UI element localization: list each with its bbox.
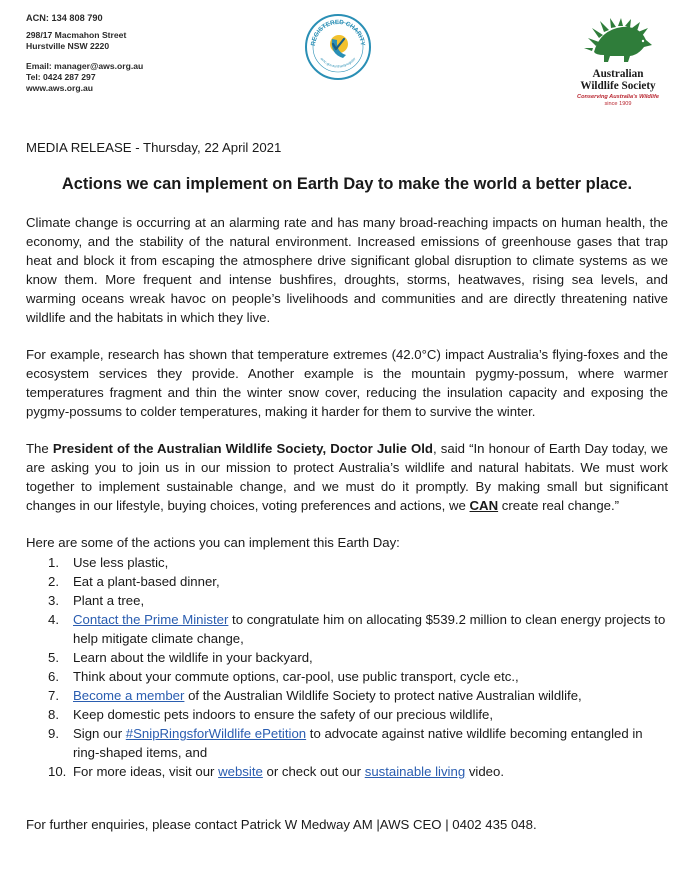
media-release-body — [26, 138, 668, 834]
list-item: 4. Contact the Prime Minister to congratulate him on allocating $539.2 million to clean energy projects to help mitigate climate change, — [48, 612, 666, 646]
telephone: Tel: 0424 287 297 — [26, 72, 96, 82]
paragraph-president-quote: The President of the Australian Wildlife Society, Doctor Julie Old, said “In honour of Earth Day today, we are asking you to join us in our mission to protect Australia’s wildlife and natural habitats. We must work together to implement sustainable change, and we must do it promptly. By making small but significant changes in our lifestyle, buying choices, voting preferences and actions, we CAN create real change.” — [26, 441, 668, 513]
badge-text: REGISTERED CHARITY — [309, 18, 367, 47]
epetition-link[interactable]: #SnipRingsforWildlife ePetition — [125, 726, 307, 741]
list-item: 2. Eat a plant-based dinner, — [48, 574, 220, 589]
acn-number: ACN: 134 808 790 — [26, 13, 103, 23]
list-item: 9. Sign our #SnipRingsforWildlife ePetition to advocate against native wildlife becoming entangled in ring-shaped items, and — [48, 726, 643, 760]
logo-since: since 1909 — [604, 101, 632, 107]
sustainable-living-link[interactable]: sustainable living — [364, 764, 466, 779]
president-name: President of the Australian Wildlife Society, Doctor Julie Old — [52, 441, 433, 456]
contact-prime-minister-link[interactable]: Contact the Prime Minister — [73, 612, 229, 627]
paragraph-climate-change: Climate change is occurring at an alarming rate and has many broad-reaching impacts on human health, the economy, and the stability of the natural environment. Increased emissions of greenhouse gases that trap heat and block it from escaping the atmosphere drive significant global disruption to climate systems as we know them. More frequent and intense bushfires, droughts, storms, heatwaves, rising sea levels, and warming oceans wreak havoc on people’s livelihoods and communities and are directly threatening native wildlife and the habitats in which they live. — [26, 215, 668, 325]
paragraph-example: For example, research has shown that temperature extremes (42.0°C) impact Australia’s flying-foxes and the ecosystem services they provide. Another example is the mountain pygmy-possum, where warmer temperatures fragment and thin the winter snow cover, reducing the insulation capacity and exposing the pygmy-possums to colder temperatures, making it harder for them to survive the winter. — [26, 347, 668, 419]
actions-list — [26, 553, 668, 781]
list-item: 3. Plant a tree, — [48, 593, 145, 608]
headline: Actions we can implement on Earth Day to make the world a better place. — [61, 175, 633, 193]
letterhead — [0, 0, 691, 130]
list-item: 8. Keep domestic pets indoors to ensure the safety of our precious wildlife, — [48, 707, 494, 722]
logo-name-line-1: Australian — [592, 68, 644, 80]
address-line-2: Hurstville NSW 2220 — [26, 41, 110, 51]
echidna-icon — [582, 18, 654, 68]
list-item: 5. Learn about the wildlife in your backyard, — [48, 650, 313, 665]
registered-charity-badge-icon — [303, 12, 373, 82]
list-item: 6. Think about your commute options, car-pool, use public transport, cycle etc., — [48, 669, 519, 684]
organisation-details — [26, 13, 143, 94]
can-emphasis: CAN — [469, 498, 499, 513]
actions-intro: Here are some of the actions you can implement this Earth Day: — [26, 535, 400, 550]
address-line-1: 298/17 Macmahon Street — [26, 30, 127, 40]
aws-logo — [563, 18, 673, 118]
list-item: 7. Become a member of the Australian Wildlife Society to protect native Australian wildlife, — [48, 688, 582, 703]
website-address: www.aws.org.au — [26, 83, 94, 93]
website-link[interactable]: website — [218, 764, 263, 779]
list-item: 1. Use less plastic, — [48, 555, 169, 570]
become-member-link[interactable]: Become a member — [73, 688, 185, 703]
badge-url: acnc.gov.au/charityregister — [319, 56, 357, 69]
logo-tagline: Conserving Australia's Wildlife — [577, 94, 659, 100]
email-address: Email: manager@aws.org.au — [26, 61, 144, 71]
logo-name-line-2: Wildlife Society — [580, 80, 656, 92]
list-item: 10. For more ideas, visit our website or check out our sustainable living video. — [48, 764, 505, 779]
release-date-line: MEDIA RELEASE - Thursday, 22 April 2021 — [26, 140, 282, 155]
contact-line: For further enquiries, please contact Patrick W Medway AM |AWS CEO | 0402 435 048. — [26, 817, 537, 832]
